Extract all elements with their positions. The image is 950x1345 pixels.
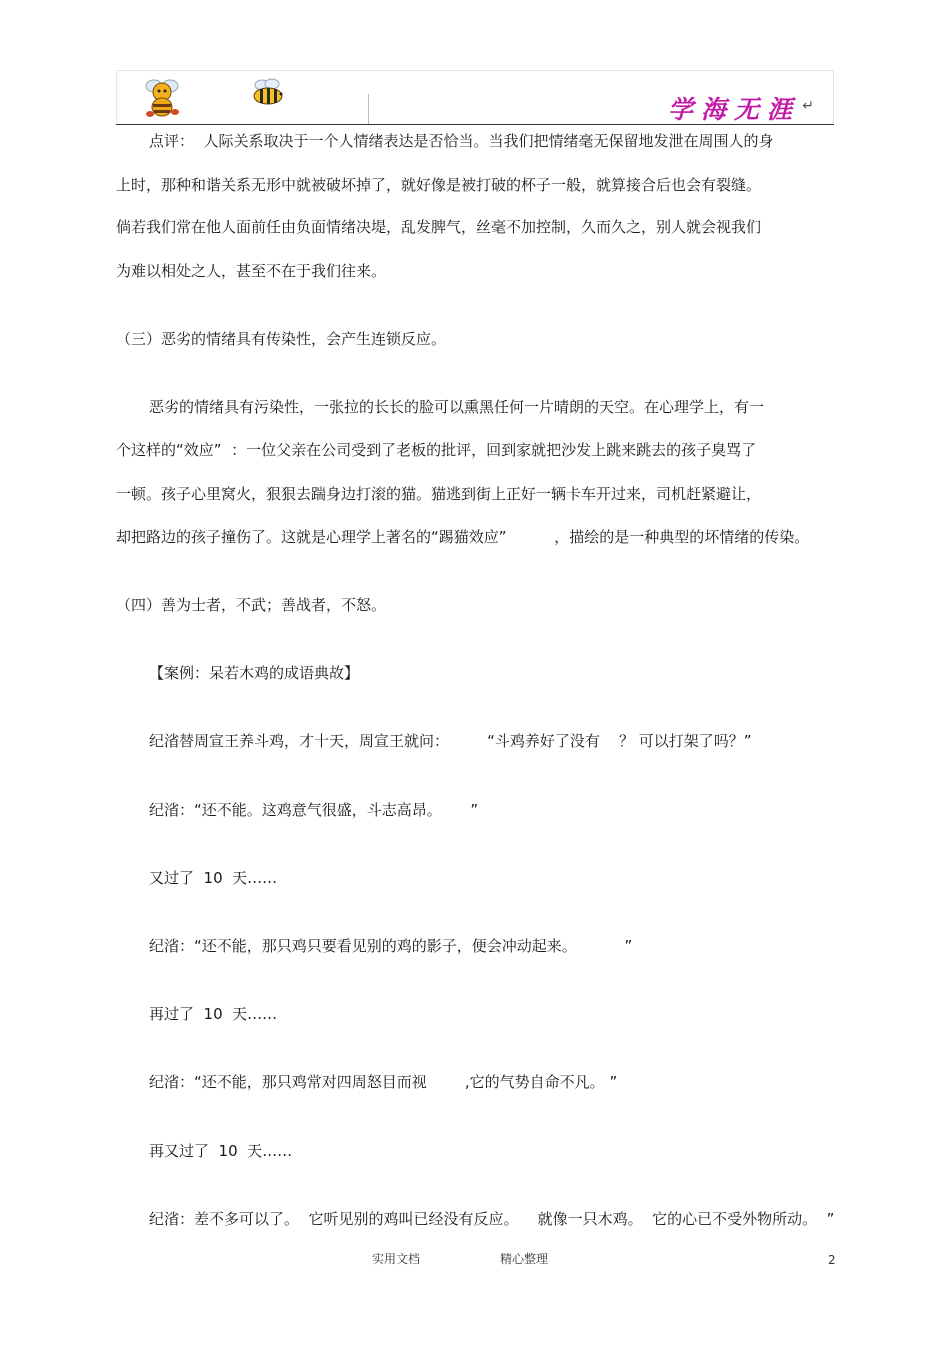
page-number: 2 xyxy=(828,1253,836,1267)
case-title: 【案例：呆若木鸡的成语典故】 xyxy=(149,664,360,682)
paragraph-line: 又过了 10 天…… xyxy=(149,869,278,887)
paragraph-line: 为难以相处之人，甚至不在于我们往来。 xyxy=(116,262,387,280)
footer-left-text: 实用文档 xyxy=(372,1252,421,1266)
cartoon-bee-icon xyxy=(140,74,184,120)
paragraph-line: 再过了 10 天…… xyxy=(149,1005,278,1023)
paragraph-line: 纪渻：“还不能。这鸡意气很盛，斗志高昂。 ” xyxy=(149,801,479,819)
section-heading: （三）恶劣的情绪具有传染性，会产生连锁反应。 xyxy=(116,330,447,348)
paragraph-line: 纪渻：差不多可以了。 它听见别的鸡叫已经没有反应。 就像一只木鸡。 它的心已不受外物所动。 ” xyxy=(149,1210,835,1228)
paragraph-line: 纪渻：“还不能，那只鸡只要看见别的鸡的影子，便会冲动起来。 ” xyxy=(149,937,633,955)
paragraph-line: 一顿。孩子心里窝火，狠狠去踹身边打滚的猫。猫逃到街上正好一辆卡车开过来，司机赶紧避让， xyxy=(116,485,762,503)
paragraph-line: 上时，那种和谐关系无形中就被破坏掉了，就好像是被打破的杯子一般，就算接合后也会有裂缝。 xyxy=(116,176,762,194)
paragraph-line: 却把路边的孩子撞伤了。这就是心理学上著名的“踢猫效应” ，描绘的是一种典型的坏情绪的传染。 xyxy=(116,528,810,546)
paragraph-line: 倘若我们常在他人面前任由负面情绪决堤，乱发脾气，丝毫不加控制，久而久之，别人就会视我们 xyxy=(116,218,762,236)
paragraph-line: 纪渻：“还不能，那只鸡常对四周怒目而视 ,它的气势自命不凡。 ” xyxy=(149,1073,618,1091)
header-slogan: 学海无涯 xyxy=(667,95,800,124)
paragraph-line: 点评： 人际关系取决于一个人情绪表达是否恰当。当我们把情绪毫无保留地发泄在周围人的身 xyxy=(149,132,774,150)
page-header xyxy=(116,70,834,125)
paragraph-line: 纪渻替周宣王养斗鸡，才十天，周宣王就问： “斗鸡养好了没有 ？ 可以打架了吗？” xyxy=(149,732,752,750)
flying-bee-icon xyxy=(248,78,288,108)
footer-middle-text: 精心整理 xyxy=(500,1252,549,1266)
paragraph-return-mark: ↵ xyxy=(802,98,814,114)
paragraph-line: 再又过了 10 天…… xyxy=(149,1142,293,1160)
header-divider xyxy=(368,94,369,124)
paragraph-line: 恶劣的情绪具有污染性，一张拉的长长的脸可以熏黑任何一片晴朗的天空。在心理学上，有一 xyxy=(149,398,765,416)
section-heading: （四）善为士者，不武；善战者，不怒。 xyxy=(116,596,387,614)
paragraph-line: 个这样的“效应” ：一位父亲在公司受到了老板的批评，回到家就把沙发上跳来跳去的孩子臭骂了 xyxy=(116,441,757,459)
